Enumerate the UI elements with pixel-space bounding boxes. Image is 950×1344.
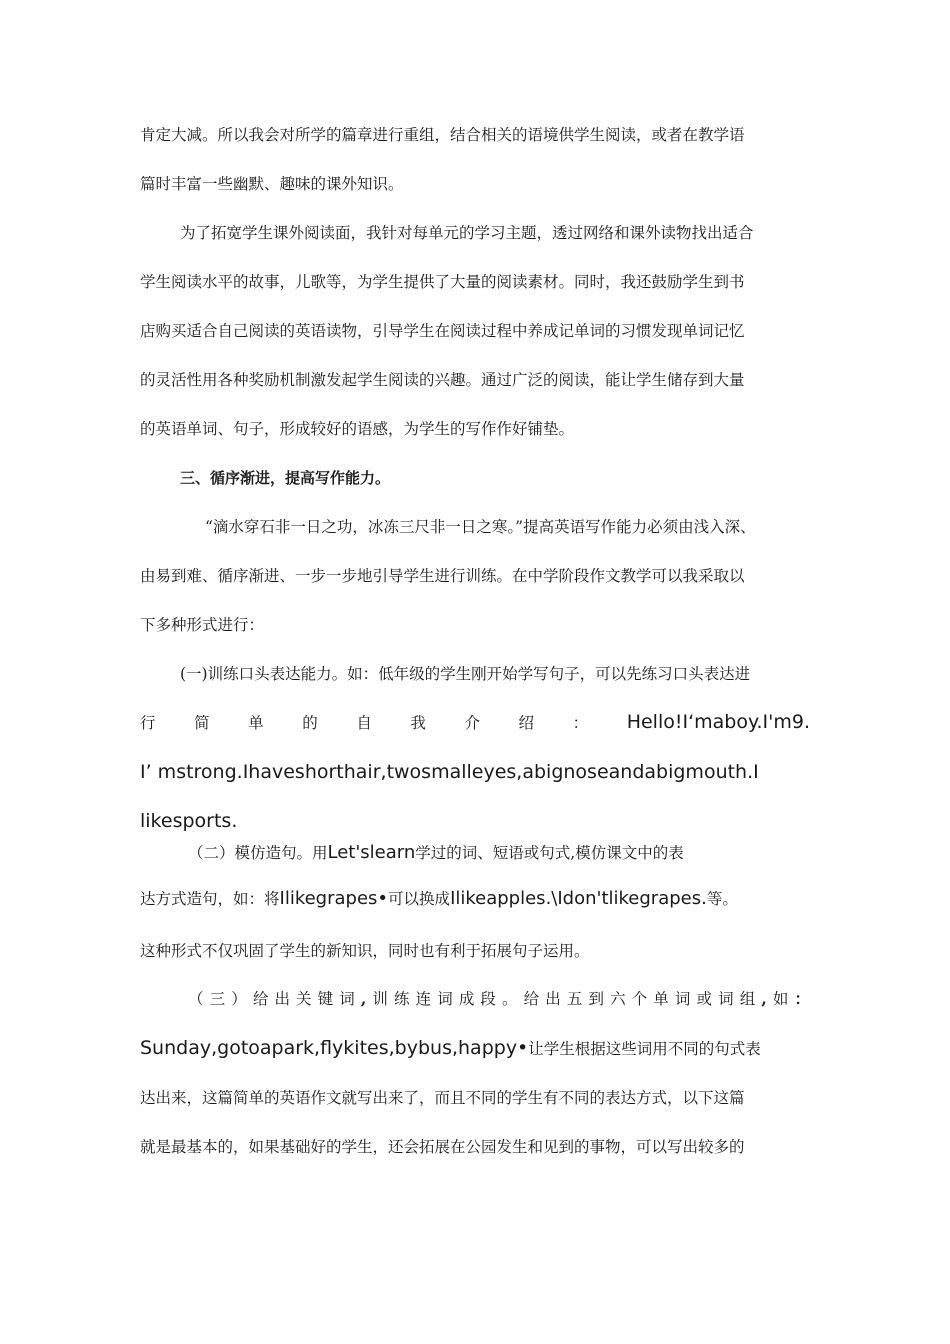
spread-char: ： — [572, 714, 589, 732]
text-segment: 可以换成 — [388, 890, 451, 908]
spread-char: 出 — [545, 990, 561, 1008]
english-example-line: likesports. — [140, 810, 238, 832]
paragraph-line — [140, 889, 738, 909]
text-segment: 等。 — [706, 890, 738, 908]
paragraph-line: “滴水穿石非一日之功，冰冻三尺非一日之寒。”提高英语写作能力必须由浅入深、 — [205, 518, 756, 536]
spread-char: 绍 — [518, 714, 535, 732]
paragraph-line — [140, 1038, 761, 1059]
english-example: Hello!I‘maboy.I'm9. — [626, 711, 810, 733]
paragraph-line: 达出来，这篇简单的英语作文就写出来了，而且不同的学生有不同的表达方式，以下这篇 — [140, 1089, 745, 1107]
paragraph-line: (一)训练口头表达能力。如：低年级的学生刚开始学写句子，可以先练习口头表达进 — [180, 665, 751, 683]
spread-char: 词 — [718, 990, 734, 1008]
paragraph-line: 的英语单词、句子，形成较好的语感，为学生的写作作好铺垫。 — [140, 420, 575, 438]
paragraph-line: 学生阅读水平的故事，儿歌等，为学生提供了大量的阅读素材。同时，我还鼓励学生到书 — [140, 273, 745, 291]
justified-line — [140, 710, 810, 735]
english-term: Ilikegrapes• — [279, 888, 389, 909]
spread-char: 连 — [415, 990, 432, 1008]
spread-char: 行 — [140, 714, 156, 732]
spread-char: 练 — [393, 990, 410, 1008]
spread-char: 或 — [696, 990, 713, 1008]
spread-char: , — [761, 989, 767, 1008]
english-example-line: I’ mstrong.Ihaveshorthair,twosmalleyes,abignoseandabigmouth.I — [140, 761, 759, 783]
spread-char: 单 — [248, 714, 264, 732]
section-heading: 三、循序渐进，提高写作能力。 — [180, 469, 391, 487]
text-segment: 达方式造句，如：将 — [140, 890, 280, 908]
spread-char: 词 — [674, 990, 691, 1008]
spread-char: 五 — [566, 990, 583, 1008]
spread-char: 键 — [317, 990, 334, 1008]
text-segment: 让学生根据这些词用不同的句式表 — [528, 1040, 761, 1058]
paragraph-line: 这种形式不仅巩固了学生的新知识，同时也有利于拓展句子运用。 — [140, 942, 590, 960]
paragraph-line: 为了拓宽学生课外阅读面，我针对每单元的学习主题，透过网络和课外读物找出适合 — [180, 224, 754, 242]
paragraph-line: 由易到难、循序渐进、一步一步地引导学生进行训练。在中学阶段作文教学可以我采取以 — [140, 567, 745, 585]
english-example: Sunday,gotoapark,flykites,bybus,happy• — [140, 1037, 529, 1059]
spread-char: 组 — [739, 990, 756, 1008]
paragraph-line — [188, 843, 684, 863]
spread-char: 训 — [372, 990, 388, 1008]
spread-char: 到 — [588, 990, 604, 1008]
spread-char: 如 — [772, 990, 789, 1008]
justified-line — [188, 987, 810, 1011]
spread-char: 的 — [302, 714, 318, 732]
spread-char: , — [360, 989, 367, 1008]
spread-char: 个 — [631, 990, 648, 1008]
english-term: Let'slearn — [327, 842, 416, 863]
spread-char: 段 — [480, 990, 496, 1008]
spread-char: 给 — [523, 990, 540, 1008]
spread-char: 。 — [502, 990, 518, 1008]
text-segment: （二）模仿造句。用 — [188, 844, 328, 862]
spread-char: 六 — [610, 990, 626, 1008]
spread-char: 自 — [356, 714, 372, 732]
spread-char: 关 — [296, 990, 312, 1008]
spread-char: ） — [231, 990, 247, 1008]
spread-char: 成 — [458, 990, 475, 1008]
spread-char: 简 — [194, 714, 210, 732]
spread-char: 词 — [339, 990, 355, 1008]
text-segment: 学过的词、短语或句式,模仿课文中的表 — [415, 844, 684, 862]
spread-char: 词 — [437, 990, 453, 1008]
spread-char: 三 — [209, 990, 226, 1008]
paragraph-line: 的灵活性用各种奖励机制激发起学生阅读的兴趣。通过广泛的阅读，能让学生储存到大量 — [140, 371, 745, 389]
paragraph-line: 篇时丰富一些幽默、趣味的课外知识。 — [140, 175, 404, 193]
paragraph-line: 肯定大减。所以我会对所学的篇章进行重组，结合相关的语境供学生阅读，或者在教学语 — [140, 126, 745, 144]
paragraph-line: 店购买适合自己阅读的英语读物，引导学生在阅读过程中养成记单词的习惯发现单词记忆 — [140, 322, 745, 340]
spread-char: 单 — [653, 990, 669, 1008]
spread-char: 给 — [252, 990, 269, 1008]
paragraph-line: 就是最基本的，如果基础好的学生，还会拓展在公园发生和见到的事物，可以写出较多的 — [140, 1138, 745, 1156]
spread-char: 出 — [274, 990, 290, 1008]
spread-char: （ — [188, 990, 204, 1008]
spread-char: 我 — [410, 714, 426, 732]
english-term: Ilikeapples.\Idon'tlikegrapes. — [450, 888, 707, 909]
spread-char: 介 — [464, 714, 480, 732]
spread-char: ： — [794, 989, 810, 1008]
paragraph-line: 下多种形式进行： — [140, 616, 265, 634]
